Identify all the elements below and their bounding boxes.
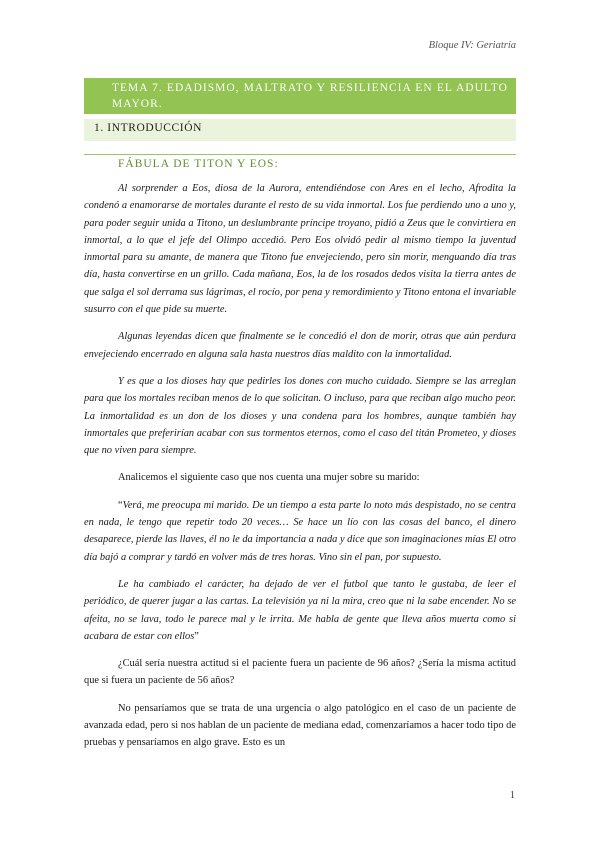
subsection-heading: FÁBULA DE TITON Y EOS:	[84, 154, 516, 170]
paragraph-quote-2	[84, 576, 516, 645]
paragraph-fable: Al sorprender a Eos, diosa de la Aurora, entendiéndose con Ares en el lecho, Afrodita la condenó a enamorarse de mortales durante el resto de su vida inmortal. Los fue perdiendo uno a uno y, para poder seguir unida a Titono, un deslumbrante príncipe troyano, pidió a Zeus que le convirtiera en inmortal, a lo que el jefe del Olimpo accedió. Pero Eos olvidó pedir al mismo tiempo la juventud inmortal para su amante, de manera que Titono fue envejeciendo, pero sin morir, menguando día tras día, hasta convertirse en un grillo. Cada mañana, Eos, la de los rosados dedos visita la tierra antes de que salga el sol derrama sus lágrimas, el rocío, por pena y remordimiento y Titono entona el invariable susurro con el que pide su muerte.	[84, 183, 516, 316]
section-heading: 1. INTRODUCCIÓN	[84, 119, 516, 141]
paragraph-gods: Y es que a los dioses hay que pedirles los dones con mucho cuidado. Siempre se las arreglan para que los mortales reciban menos de lo que solicitan. O incluso, para que reciban algo mucho peor. La inmortalidad es un don de los dioses y una condena para los hombres, aunque también hay inmortales que preferirían acabar con sus tormentos eternos, como el caso del titán Prometeo, y dioses que no viven para siempre.	[84, 375, 516, 457]
paragraph-case-intro: Analicemos el siguiente caso que nos cuenta una mujer sobre su marido:	[118, 472, 420, 484]
open-quote-mark: “	[118, 499, 123, 511]
paragraph-quote-1	[84, 497, 516, 566]
page-number: 1	[510, 790, 515, 801]
quote-text-2: Le ha cambiado el carácter, ha dejado de ver el futbol que tanto le gustaba, de leer el periódico, de querer jugar a las cartas. La televisión ya ni la mira, creo que ni la sabe encender. No se afeita, no se lava, todo le parece mal y le irrita. Me habla de gente que lleva años muerta como si acabara de estar con ellos	[84, 578, 516, 642]
paragraph-analysis: No pensaríamos que se trata de una urgencia o algo patológico en el caso de un paciente de avanzada edad, pero si nos hablan de un paciente de mediana edad, comenzaríamos a hacer todo tipo de pruebas y pensaríamos en algo grave. Esto es un	[84, 702, 516, 749]
paragraph-question: ¿Cuál sería nuestra actitud si el paciente fuera un paciente de 96 años? ¿Sería la misma actitud que si fuera un paciente de 56 años?	[84, 658, 516, 687]
running-header: Bloque IV: Geriatría	[428, 40, 516, 51]
body-text	[84, 180, 516, 762]
close-quote-mark: ”	[194, 630, 199, 642]
topic-title-banner: TEMA 7. EDADISMO, MALTRATO Y RESILIENCIA EN EL ADULTO MAYOR.	[84, 78, 516, 114]
paragraph-legends: Algunas leyendas dicen que finalmente se le concedió el don de morir, otras que aún perdura envejeciendo encerrado en alguna sala hasta nuestros días maldito con la inmortalidad.	[84, 331, 516, 360]
quote-text-1: Verá, me preocupa mi marido. De un tiempo a esta parte lo noto más despistado, no se centra en nada, le tengo que repetir todo 20 veces… Se hace un lío con las cosas del banco, el dinero desaparece, pierde las llaves, él no le da importancia a nada y dice que son imaginaciones mías El otro día bajó a comprar y tardó en volver más de tres horas. Vino sin el pan, por supuesto.	[84, 499, 516, 563]
